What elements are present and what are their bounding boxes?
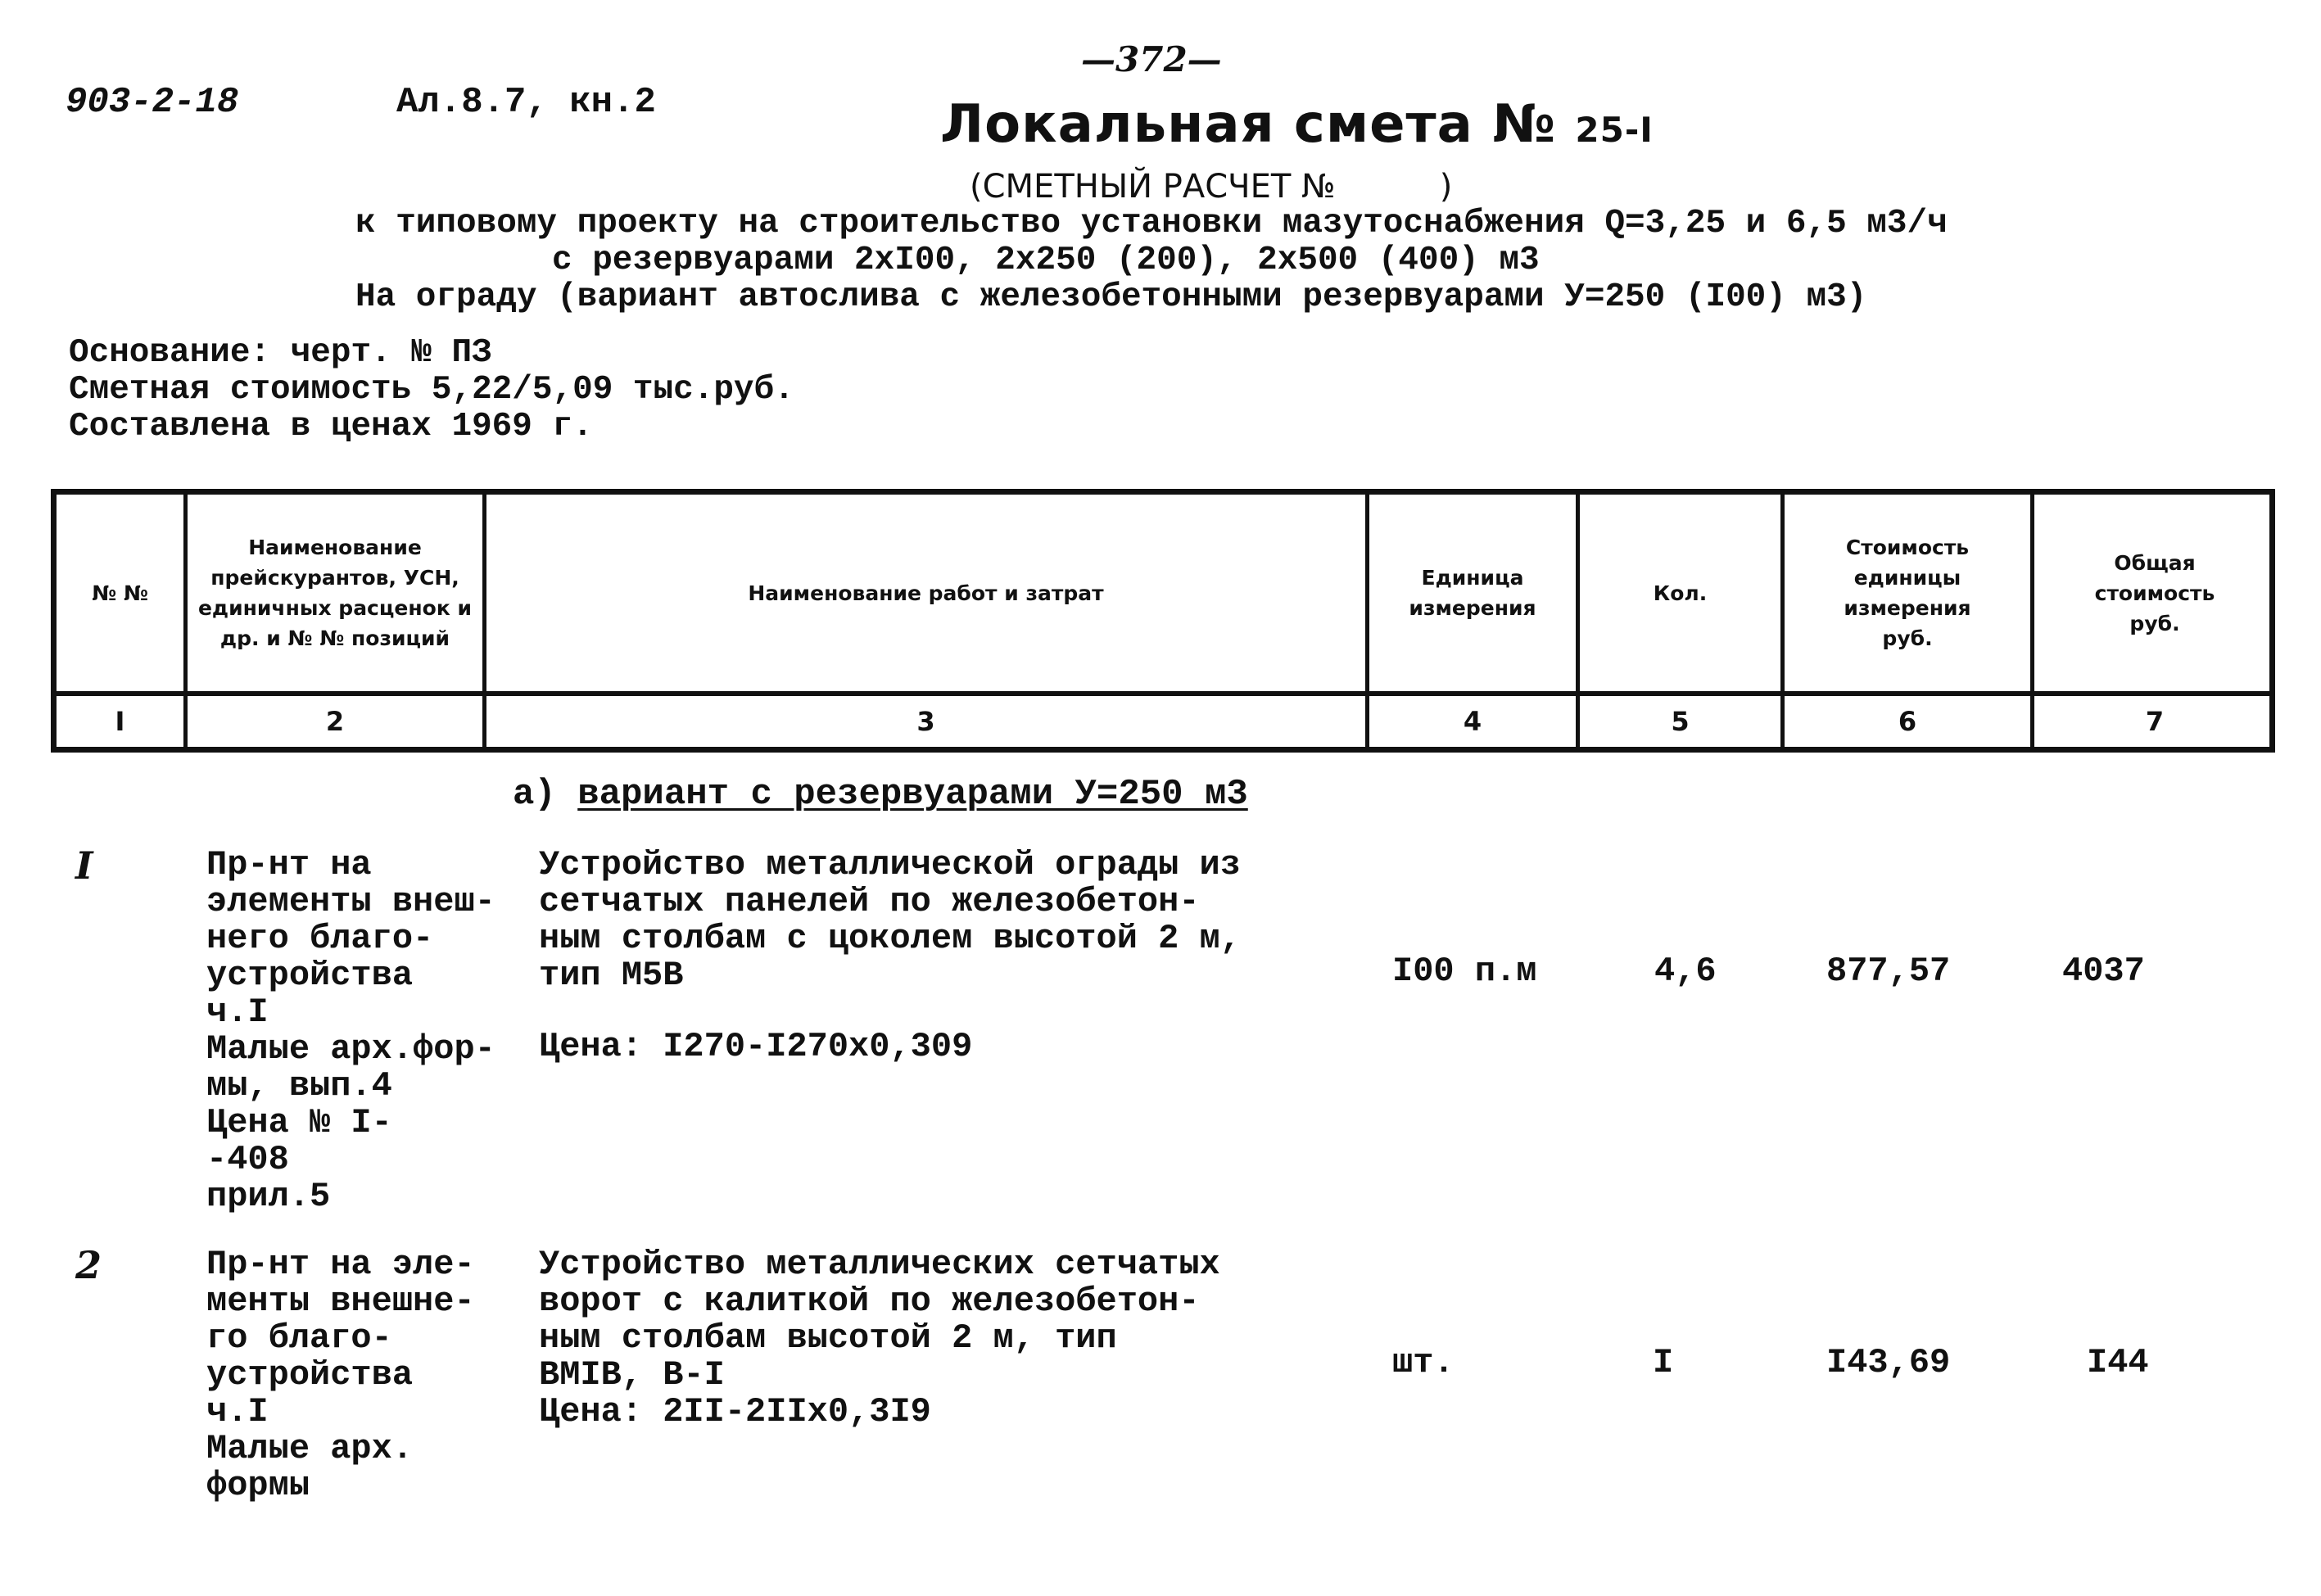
- basis-line: Сметная стоимость 5,22/5,09 тыс.руб.: [69, 371, 794, 409]
- source-line: -408: [206, 1140, 289, 1179]
- section-title-text: вариант с резервуарами У=250 м3: [577, 774, 1248, 815]
- work-line: сетчатых панелей по железобетон-: [539, 882, 1200, 921]
- project-description-line: На ограду (вариант автослива с железобетонными резервуарами У=250 (I00) м3): [355, 278, 1867, 316]
- header-unit-cost: Стоимость единицы измерения руб.: [1844, 536, 1971, 650]
- row-total-cost: 4037: [2062, 952, 2145, 991]
- basis-line: Составлена в ценах 1969 г.: [69, 408, 593, 445]
- work-line: Устройство металлических сетчатых: [539, 1245, 1220, 1284]
- source-line: устройства: [206, 1355, 414, 1395]
- row-price-source: [206, 1246, 475, 1504]
- row-quantity: 4,6: [1654, 952, 1717, 991]
- project-description-line: с резервуарами 2хI00, 2х250 (200), 2х500 (400) м3: [552, 242, 1540, 279]
- row-work-description: [539, 847, 1241, 994]
- source-line: Малые арх.фор-: [206, 1029, 495, 1069]
- price-formula: Цена: 2II-2IIх0,3I9: [539, 1392, 931, 1431]
- row-quantity: I: [1653, 1343, 1674, 1382]
- work-line: ворот с калиткой по железобетон-: [539, 1282, 1200, 1321]
- header-quantity: Кол.: [1653, 581, 1708, 605]
- column-number: I: [115, 706, 125, 737]
- row-unit: шт.: [1392, 1343, 1455, 1382]
- source-line: менты внешне-: [206, 1282, 475, 1321]
- source-line: формы: [206, 1466, 310, 1505]
- column-number: 5: [1671, 706, 1690, 737]
- row-unit: I00 п.м: [1392, 952, 1537, 991]
- work-line: Устройство металлической ограды из: [539, 845, 1241, 884]
- row-price-formula: Цена: I270-I270х0,309: [539, 1027, 973, 1066]
- header-unit: Единица измерения: [1409, 566, 1536, 620]
- estimate-table-header: [51, 489, 2275, 753]
- page-number: —372—: [1081, 39, 1222, 79]
- column-number: 4: [1463, 706, 1482, 737]
- source-line: устройства: [206, 956, 414, 995]
- document-title: [940, 94, 1654, 155]
- section-title: [513, 774, 1248, 815]
- project-description-line: к типовому проекту на строительство установки мазутоснабжения Q=3,25 и 6,5 м3/ч: [355, 205, 1948, 242]
- header-price-source: Наименование прейскурантов, УСН, единичных расценок и др. и № № позиций: [197, 536, 473, 650]
- album-reference: Ал.8.7, кн.2: [396, 82, 656, 123]
- row-number: 2: [75, 1243, 102, 1287]
- title-text: Локальная смета №: [940, 94, 1557, 155]
- column-number: 7: [2145, 706, 2165, 737]
- source-line: го благо-: [206, 1318, 392, 1358]
- source-line: ч.I: [206, 992, 269, 1032]
- source-line: Пр-нт на: [206, 845, 372, 884]
- work-line: тип М5В: [539, 956, 684, 995]
- work-line: ным столбам высотой 2 м, тип: [539, 1318, 1117, 1358]
- row-total-cost: I44: [2087, 1343, 2149, 1382]
- source-line: Малые арх.: [206, 1429, 414, 1468]
- source-line: Цена № I-: [206, 1103, 392, 1142]
- header-number: № №: [92, 581, 148, 605]
- column-number: 2: [325, 706, 345, 737]
- source-line: элементы внеш-: [206, 882, 495, 921]
- document-subtitle: (СМЕТНЫЙ РАСЧЕТ № ): [970, 168, 1453, 206]
- row-unit-cost: 877,57: [1826, 952, 1951, 991]
- row-price-source: [206, 847, 495, 1215]
- document-code: 903-2-18: [66, 82, 239, 123]
- source-line: ч.I: [206, 1392, 269, 1431]
- source-line: него благо-: [206, 919, 434, 958]
- source-line: прил.5: [206, 1177, 331, 1216]
- row-work-description: [539, 1246, 1220, 1431]
- row-number: I: [75, 843, 93, 888]
- header-work-name: Наименование работ и затрат: [748, 581, 1104, 605]
- section-prefix: а): [513, 774, 556, 815]
- header-total-cost: Общая стоимость руб.: [2094, 550, 2215, 635]
- column-number: 6: [1898, 706, 1917, 737]
- title-number: 25-I: [1575, 110, 1654, 150]
- work-line: ВМIВ, В-I: [539, 1355, 725, 1395]
- source-line: Пр-нт на эле-: [206, 1245, 475, 1284]
- row-unit-cost: I43,69: [1826, 1343, 1951, 1382]
- column-number: 3: [916, 706, 935, 737]
- source-line: мы, вып.4: [206, 1066, 392, 1105]
- work-line: ным столбам с цоколем высотой 2 м,: [539, 919, 1241, 958]
- basis-line: Основание: черт. № ПЗ: [69, 334, 492, 372]
